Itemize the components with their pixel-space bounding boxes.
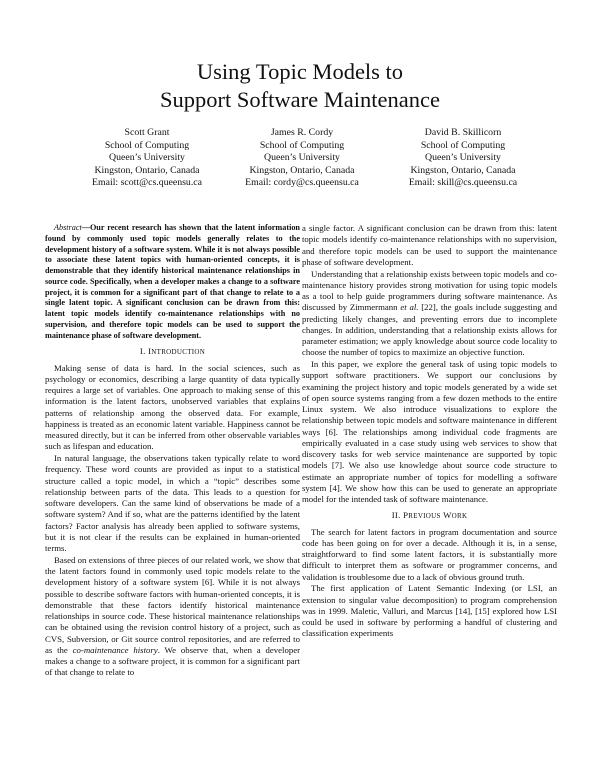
author-name: Scott Grant bbox=[124, 127, 170, 138]
emphasis: et al. bbox=[400, 302, 419, 313]
author-univ: Queen’s University bbox=[109, 152, 185, 164]
author-email: Email: scott@cs.queensu.ca bbox=[92, 177, 202, 189]
title-line-1: Using Topic Models to bbox=[196, 59, 404, 84]
title-line-2: Support Software Maintenance bbox=[160, 87, 440, 112]
author-location: Kingston, Ontario, Canada bbox=[94, 164, 200, 176]
intro-paragraph-1: Making sense of data is hard. In the social sciences, such as psychology or economics, describing a large quantity of data typically requires a large set of variables. One approach to making sense of this information is the latent factors, unobserved variables that explains patterns of relationship among the observed data. For example, happiness is treated as an economic latent variable. Happiness cannot be measured directly, but it can be inferred from other observable variables such as lifespan and education. bbox=[45, 362, 300, 452]
author-3 bbox=[388, 127, 538, 190]
prev-work-paragraph-1: The search for latent factors in program documentation and source code has been going on for over a decade. Although it is, in a sense, straightforward to find some latent factors, it is substantially more difficult to interpret them as software or programmer concerns, and validation is troublesome due to a lack of obvious ground truth. bbox=[302, 526, 557, 582]
author-univ: Queen’s University bbox=[425, 152, 501, 164]
abstract bbox=[45, 223, 300, 341]
left-column bbox=[45, 223, 300, 679]
author-name: David B. Skillicorn bbox=[424, 127, 502, 138]
section-cap: W bbox=[443, 510, 452, 521]
author-location: Kingston, Ontario, Canada bbox=[249, 164, 355, 176]
author-email: Email: skill@cs.queensu.ca bbox=[408, 177, 518, 189]
author-univ: Queen’s University bbox=[264, 152, 340, 164]
intro-paragraph-5: In this paper, we explore the general task of using topic models to support software practitioners. We support our conclusions by examining the project history and topic models generated by a wide set of open source systems ranging from a few dozen methods to the entire Linux system. We also introduce visualizations to explore the relationship between topic models and software maintenance in different ways [6]. The relationships among individual code fragments are empirically evaluated in a case study using web services to show that discovery tasks for web service maintenance are supported by topic models [7]. We also use knowledge about source code structure to estimate an appropriate number of topics for modelling a software system [4]. We show how this can be used to generate an appropriate model for the intended task of software maintenance. bbox=[302, 359, 557, 504]
intro-paragraph-4 bbox=[302, 269, 557, 359]
author-2 bbox=[227, 127, 377, 190]
intro-paragraph-3-cont: a single factor. A significant conclusion can be drawn from this: latent topic models identify co-maintenance relationships with no supervision, and therefore topic models can be used to support the maintenance phase of software development. bbox=[302, 223, 557, 267]
prev-work-paragraph-2: The first application of Latent Semantic Indexing (or LSI, an extension to singular value decomposition) to program comprehension was in 1999. Maletic, Valluri, and Marcus [14], [15] explored how LSI could be used in software by performing a handful of clustering and classification experiments bbox=[302, 583, 557, 639]
author-dept: School of Computing bbox=[420, 139, 506, 151]
section-rest: NTRODUCTION bbox=[151, 348, 206, 357]
abstract-text: —Our recent research has shown that the latent information found by commonly used topic models generally relates to the development history of a software system. While it is not always possible to associate these latent topics with human-oriented concepts, it is demonstrable that they identify historical maintenance relationships in source code. Specifically, when a developer makes a change to a software project, it is common for a significant part of that change to relate to a single latent topic. A significant conclusion can be drawn from this: latent topic models identify co-maintenance relationships with no supervision, and therefore topic models can be used to support the maintenance phase of software development. bbox=[45, 223, 300, 340]
text-run: . We observe that, when a developer makes a change to a software project, it is common for a significant part of that change to relate to bbox=[45, 644, 301, 678]
author-name: James R. Cordy bbox=[270, 127, 334, 138]
section-heading-introduction bbox=[45, 346, 300, 358]
text-run: Understanding that a relationship exists between topic models and co-maintenance history provides strong motivation for using topic models as a tool to help guide programmers during software maintenance. As discussed by Zimmermann bbox=[302, 268, 557, 313]
section-number: II. bbox=[391, 510, 401, 521]
author-dept: School of Computing bbox=[104, 139, 190, 151]
author-dept: School of Computing bbox=[259, 139, 345, 151]
section-rest: REVIOUS bbox=[408, 512, 441, 521]
author-location: Kingston, Ontario, Canada bbox=[410, 164, 516, 176]
right-column bbox=[302, 223, 557, 640]
intro-paragraph-2: In natural language, the observations taken typically relate to word frequency. These word counts are provided as input to a statistical structure called a topic model, in which a “topic” describes some relationship between parts of the data. This leads to a question for software developers. Can the same kind of observations be made of a software system? And if so, what are the patterns identified by the latent factors? Factor analysis has already been applied to software systems, but it is not clear if the results can be explained in human-oriented terms. bbox=[45, 453, 300, 553]
text-run: Based on extensions of three pieces of our related work, we show that the latent factors found in commonly used topic models relate to the development history of a software system [6]. While it is not always possible to describe software factors with human-oriented concepts, it is demonstrable that these factors identify historical maintenance relationships in source code. These historical maintenance relationships can be obtained using the revision control history of a project, such as CVS, Subversion, or Git source control repositories, and are referred to as the bbox=[45, 554, 300, 655]
text-run: [22], the goals include suggesting and predicting likely changes, and preventing errors due to incomplete changes. In addition, understanding that a relationship exists allows for parameter estimation; we apply knowledge about source code locality to choose the number of topics to maximize an objective function. bbox=[302, 302, 558, 358]
emphasis: co-maintenance history bbox=[72, 644, 158, 655]
abstract-label: Abstract bbox=[54, 223, 82, 232]
author-1 bbox=[72, 127, 222, 190]
paper-title bbox=[0, 58, 600, 114]
author-email: Email: cordy@cs.queensu.ca bbox=[245, 177, 359, 189]
intro-paragraph-3 bbox=[45, 555, 300, 679]
section-heading-previous-work bbox=[302, 510, 557, 522]
section-rest: ORK bbox=[451, 512, 468, 521]
section-number: I. bbox=[139, 346, 146, 357]
section-cap: P bbox=[403, 510, 409, 521]
section-cap: I bbox=[148, 346, 152, 357]
